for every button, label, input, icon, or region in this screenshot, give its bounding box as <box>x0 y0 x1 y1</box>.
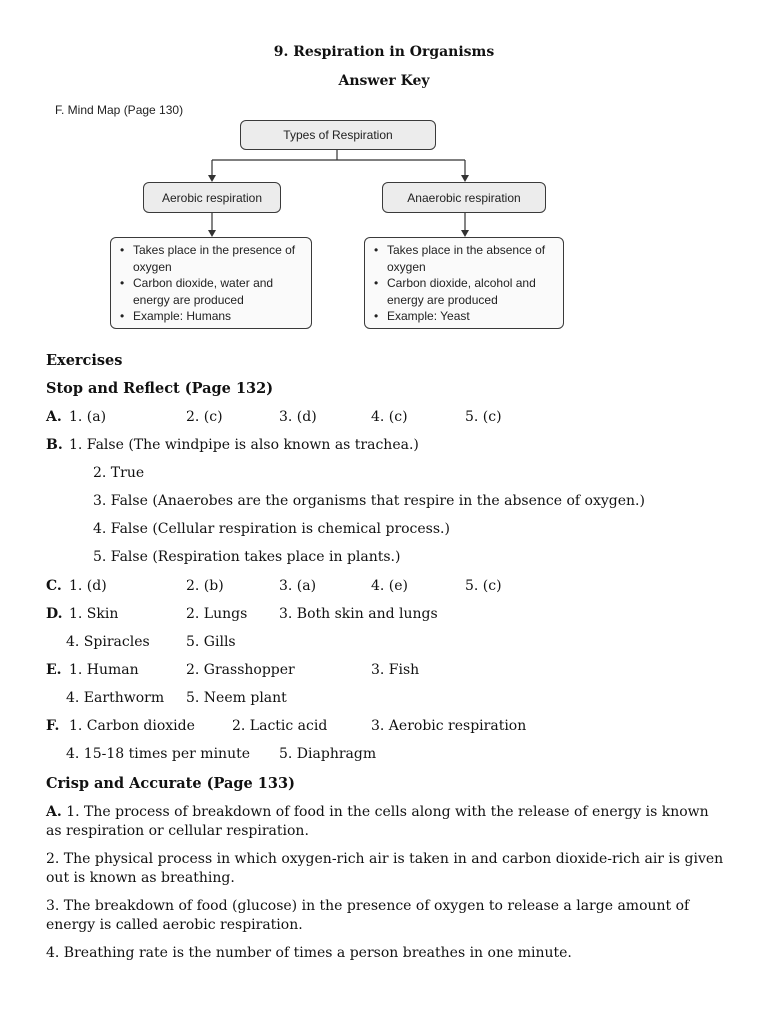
answer-item: 1. (d) <box>69 578 107 594</box>
answer-item: 2. Lungs <box>186 606 248 622</box>
aerobic-details-box <box>110 237 312 329</box>
answer-item: 4. (e) <box>371 578 409 594</box>
list-item: • Carbon dioxide, alcohol and energy are produced <box>387 275 557 308</box>
list-item: • Carbon dioxide, water and energy are produced <box>133 275 305 308</box>
answer-item: 5. Neem plant <box>186 690 287 706</box>
list-item: • Example: Humans <box>133 308 305 325</box>
page-subtitle: Answer Key <box>338 73 430 89</box>
answer-item: 5. (c) <box>465 409 502 425</box>
answer-item: 3. Both skin and lungs <box>279 606 438 622</box>
page-title: 9. Respiration in Organisms <box>273 44 495 60</box>
mind-map-root <box>240 120 436 150</box>
answer-item: 3. (d) <box>279 409 317 425</box>
paragraph: 3. The breakdown of food (glucose) in the presence of oxygen to release a large amount of energy is called aerobic respiration. <box>46 898 690 933</box>
answer-item: 1. False (The windpipe is also known as trachea.) <box>69 437 419 453</box>
answer-item: 4. Spiracles <box>66 634 150 650</box>
answer-label: C. <box>46 578 62 594</box>
answer-item: 5. (c) <box>465 578 502 594</box>
answer-item: 3. Aerobic respiration <box>371 718 527 734</box>
list-item: • Takes place in the presence of oxygen <box>133 242 305 275</box>
answer-item: 4. 15-18 times per minute <box>66 746 251 762</box>
paragraph <box>46 803 726 841</box>
stop-reflect-heading: Stop and Reflect (Page 132) <box>46 380 274 397</box>
answer-label: E. <box>46 662 62 678</box>
answer-item: 1. (a) <box>69 409 107 425</box>
answer-a-row <box>46 409 62 425</box>
aerobic-node-label: Aerobic respiration <box>161 190 263 205</box>
answer-item: 4. (c) <box>371 409 408 425</box>
answer-label: A. <box>46 804 62 820</box>
paragraph: 4. Breathing rate is the number of times a person breathes in one minute. <box>46 945 572 961</box>
answer-item: 1. Human <box>69 662 139 678</box>
answer-item: 5. Diaphragm <box>279 746 377 762</box>
answer-item: 3. (a) <box>279 578 317 594</box>
answer-item: 5. False (Respiration takes place in plants.) <box>93 549 401 565</box>
answer-item: 2. (c) <box>186 409 223 425</box>
crisp-accurate-heading: Crisp and Accurate (Page 133) <box>46 775 295 792</box>
answer-item: 3. Fish <box>371 662 420 678</box>
answer-label: A. <box>46 409 62 425</box>
answer-item: 2. (b) <box>186 578 224 594</box>
anaerobic-node-label: Anaerobic respiration <box>407 190 521 205</box>
mind-map-heading: F. Mind Map (Page 130) <box>55 103 184 117</box>
aerobic-node <box>143 182 281 213</box>
answer-item: 4. Earthworm <box>66 690 165 706</box>
exercises-heading: Exercises <box>46 352 123 369</box>
anaerobic-details-box <box>364 237 564 329</box>
answer-item: 1. Skin <box>69 606 119 622</box>
answer-label: B. <box>46 437 63 453</box>
answer-item: 1. Carbon dioxide <box>69 718 195 734</box>
answer-item: 5. Gills <box>186 634 236 650</box>
answer-item: 3. False (Anaerobes are the organisms that respire in the absence of oxygen.) <box>93 493 645 509</box>
list-item: • Takes place in the absence of oxygen <box>387 242 557 275</box>
paragraph: 2. The physical process in which oxygen-rich air is taken in and carbon dioxide-rich air is given out is known as breathing. <box>46 851 724 886</box>
answer-item: 2. Grasshopper <box>186 662 295 678</box>
answer-label: F. <box>46 718 60 734</box>
answer-item: 4. False (Cellular respiration is chemical process.) <box>93 521 450 537</box>
answer-item: 1. The process of breakdown of food in the cells along with the release of energy is known as respiration or cellular respiration. <box>46 804 709 839</box>
mind-map-root-label: Types of Respiration <box>283 128 393 142</box>
answer-item: 2. Lactic acid <box>232 718 328 734</box>
answer-label: D. <box>46 606 63 622</box>
answer-item: 2. True <box>93 465 145 481</box>
anaerobic-node <box>382 182 546 213</box>
list-item: • Example: Yeast <box>387 308 557 325</box>
